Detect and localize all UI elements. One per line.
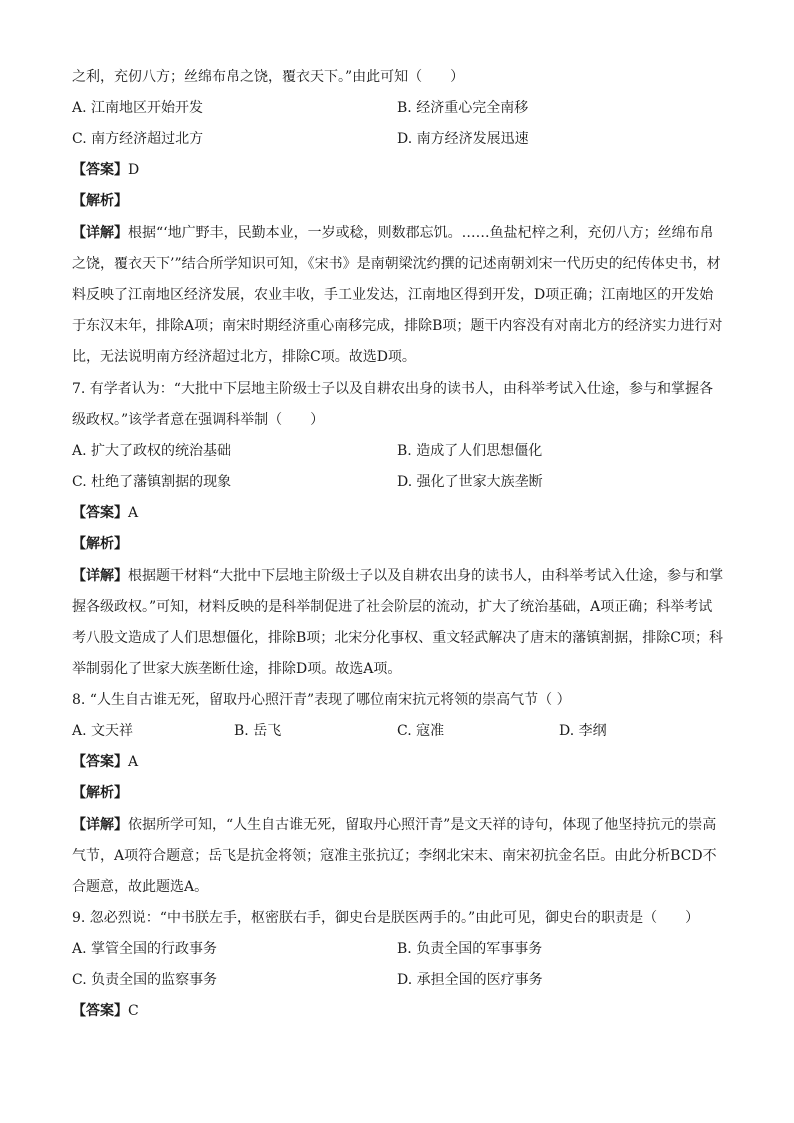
- answer-value: D: [128, 162, 140, 178]
- analysis-tag: 【解析】: [72, 785, 128, 801]
- q6-stem-tail: 之利，充仞八方；丝绵布帛之饶，覆衣天下。”由此可知（ ）: [72, 69, 465, 85]
- q7-analysis: [72, 534, 128, 554]
- answer-tag: 【答案】: [72, 505, 128, 521]
- q6-detail: [72, 218, 724, 373]
- option-text: 经济重心完全南移: [416, 100, 529, 116]
- q7-stem: 7. 有学者认为：“大批中下层地主阶级士子以及自耕农出身的读书人，由科举考试入仕途，参与和掌握各级政权。”该学者意在强调科举制（ ）: [72, 381, 713, 428]
- option-letter: A.: [72, 723, 87, 739]
- option-letter: A.: [72, 941, 87, 957]
- q6-analysis: [72, 191, 128, 211]
- answer-value: A: [128, 754, 139, 770]
- q9-stem: 9. 忽必烈说：“中书朕左手，枢密朕右手，御史台是朕医两手的。”由此可见，御史台的职责是（ ）: [72, 910, 700, 926]
- q8-option-d: [559, 721, 607, 741]
- q7-answer: [72, 503, 138, 523]
- q6-option-b: [397, 98, 528, 118]
- option-letter: B.: [397, 100, 412, 116]
- q9-option-a: [72, 939, 217, 959]
- option-letter: D.: [397, 474, 413, 490]
- q6-option-c: [72, 129, 203, 149]
- q6-option-d: [397, 129, 529, 149]
- answer-value: A: [128, 505, 139, 521]
- q7-option-b: [397, 441, 542, 461]
- q9-option-b: [397, 939, 542, 959]
- option-text: 承担全国的医疗事务: [416, 972, 543, 988]
- detail-tag: 【详解】: [72, 817, 128, 833]
- q8-option-a: [72, 721, 133, 741]
- option-letter: B.: [397, 443, 412, 459]
- option-letter: C.: [72, 972, 87, 988]
- option-text: 杜绝了藩镇割据的现象: [91, 474, 232, 490]
- q8-option-b: [234, 721, 281, 741]
- option-text: 岳飞: [253, 723, 282, 739]
- option-text: 寇准: [416, 723, 445, 739]
- option-text: 造成了人们思想僵化: [416, 443, 543, 459]
- q9-answer: [72, 1001, 139, 1021]
- q7-option-d: [397, 472, 543, 492]
- option-text: 负责全国的监察事务: [91, 972, 218, 988]
- q8-detail: [72, 810, 724, 903]
- q7-detail: [72, 561, 724, 685]
- option-letter: B.: [397, 941, 412, 957]
- q9-option-d: [397, 970, 543, 990]
- q8-analysis: [72, 783, 128, 803]
- option-letter: C.: [397, 723, 412, 739]
- option-text: 李纲: [578, 723, 607, 739]
- q6-answer: [72, 160, 139, 180]
- q8-stem: 8. “人生自古谁无死，留取丹心照汗青”表现了哪位南宋抗元将领的崇高气节（ ）: [72, 692, 571, 708]
- option-text: 南方经济发展迅速: [416, 131, 529, 147]
- option-text: 江南地区开始开发: [91, 100, 204, 116]
- option-text: 扩大了政权的统治基础: [91, 443, 232, 459]
- q7-option-a: [72, 441, 231, 461]
- option-text: 文天祥: [91, 723, 134, 739]
- analysis-tag: 【解析】: [72, 536, 128, 552]
- q7-option-c: [72, 472, 231, 492]
- option-letter: A.: [72, 100, 87, 116]
- answer-tag: 【答案】: [72, 162, 128, 178]
- option-letter: C.: [72, 131, 87, 147]
- q8-answer: [72, 752, 138, 772]
- q8-option-c: [397, 721, 444, 741]
- detail-tag: 【详解】: [72, 568, 128, 584]
- option-letter: B.: [234, 723, 249, 739]
- option-text: 负责全国的军事事务: [416, 941, 543, 957]
- option-letter: C.: [72, 474, 87, 490]
- answer-tag: 【答案】: [72, 754, 128, 770]
- detail-text: 依据所学可知，“人生自古谁无死，留取丹心照汗青”是文天祥的诗句，体现了他坚持抗元的崇高气节，A项符合题意；岳飞是抗金将领；寇准主张抗辽；李纲北宋末、南宋初抗金名臣。由此分析BCD不合题意，故此题选A。: [72, 817, 717, 895]
- option-text: 南方经济超过北方: [91, 131, 204, 147]
- answer-tag: 【答案】: [72, 1003, 128, 1019]
- detail-text: 根据“‘地广野丰，民勤本业，一岁或稔，则数郡忘饥。……鱼盐杞梓之利，充仞八方；丝绵布帛之饶，覆衣天下’”结合所学知识可知，《宋书》是南朝梁沈约撰的记述南朝刘宋一代历史的纪传体史书，材料反映了江南地区经济发展，农业丰收，手工业发达，江南地区得到开发，D项正确；江南地区的开发始于东汉末年，排除A项；南宋时期经济重心南移完成，排除B项；题干内容没有对南北方的经济实力进行对比，无法说明南方经济超过北方，排除C项。故选D项。: [72, 225, 723, 365]
- answer-value: C: [128, 1003, 139, 1019]
- option-letter: D.: [397, 131, 413, 147]
- q6-option-a: [72, 98, 203, 118]
- detail-tag: 【详解】: [72, 225, 128, 241]
- option-letter: A.: [72, 443, 87, 459]
- option-letter: D.: [559, 723, 575, 739]
- option-letter: D.: [397, 972, 413, 988]
- option-text: 强化了世家大族垄断: [416, 474, 543, 490]
- detail-text: 根据题干材料“大批中下层地主阶级士子以及自耕农出身的读书人，由科举考试入仕途，参与和掌握各级政权。”可知，材料反映的是科举制促进了社会阶层的流动，扩大了统治基础，A项正确；科举考试考八股文造成了人们思想僵化，排除B项；北宋分化事权、重文轻武解决了唐末的藩镇割据，排除C项；科举制弱化了世家大族垄断仕途，排除D项。故选A项。: [72, 568, 724, 677]
- analysis-tag: 【解析】: [72, 193, 128, 209]
- q9-option-c: [72, 970, 217, 990]
- option-text: 掌管全国的行政事务: [91, 941, 218, 957]
